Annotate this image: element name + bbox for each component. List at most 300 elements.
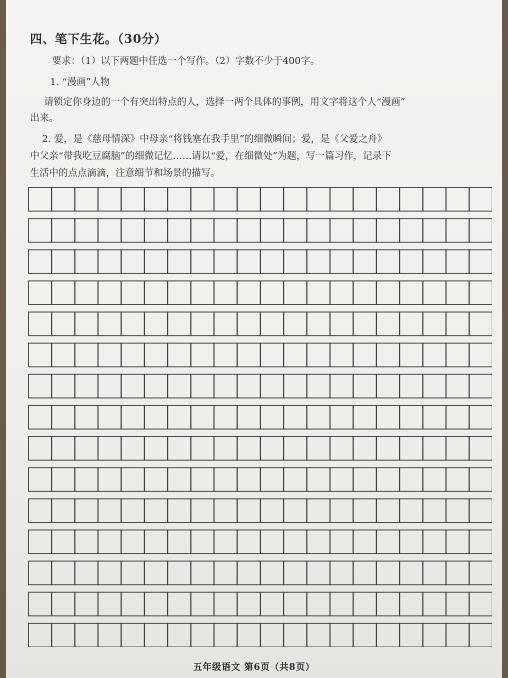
grid-cell[interactable]: [400, 374, 423, 398]
grid-cell[interactable]: [400, 499, 423, 523]
grid-cell[interactable]: [145, 312, 168, 336]
grid-cell[interactable]: [423, 374, 446, 398]
grid-cell[interactable]: [446, 219, 469, 243]
grid-cell[interactable]: [330, 437, 353, 461]
grid-cell[interactable]: [400, 250, 423, 274]
grid-cell[interactable]: [98, 281, 121, 305]
grid-cell[interactable]: [307, 374, 330, 398]
grid-cell[interactable]: [145, 499, 168, 523]
grid-cell[interactable]: [214, 219, 237, 243]
grid-cell[interactable]: [284, 405, 307, 429]
grid-cell[interactable]: [75, 312, 98, 336]
grid-cell[interactable]: [423, 312, 446, 336]
grid-cell[interactable]: [261, 374, 284, 398]
grid-cell[interactable]: [353, 468, 376, 492]
grid-cell[interactable]: [237, 561, 260, 585]
grid-cell[interactable]: [237, 250, 260, 274]
grid-cell[interactable]: [237, 281, 260, 305]
grid-cell[interactable]: [469, 281, 492, 305]
grid-cell[interactable]: [121, 561, 144, 585]
grid-cell[interactable]: [423, 468, 446, 492]
grid-cell[interactable]: [121, 499, 144, 523]
grid-cell[interactable]: [284, 343, 307, 367]
grid-cell[interactable]: [400, 530, 423, 554]
grid-cell[interactable]: [191, 530, 214, 554]
grid-cell[interactable]: [261, 219, 284, 243]
grid-cell[interactable]: [330, 312, 353, 336]
grid-cell[interactable]: [29, 188, 52, 212]
grid-cell[interactable]: [446, 250, 469, 274]
grid-cell[interactable]: [168, 219, 191, 243]
grid-cell[interactable]: [191, 188, 214, 212]
grid-cell[interactable]: [330, 405, 353, 429]
grid-cell[interactable]: [52, 374, 75, 398]
grid-cell[interactable]: [121, 468, 144, 492]
grid-cell[interactable]: [52, 623, 75, 647]
writing-grid[interactable]: [28, 187, 492, 647]
grid-cell[interactable]: [29, 343, 52, 367]
grid-cell[interactable]: [168, 623, 191, 647]
grid-cell[interactable]: [52, 437, 75, 461]
grid-cell[interactable]: [446, 530, 469, 554]
grid-cell[interactable]: [307, 468, 330, 492]
grid-cell[interactable]: [75, 374, 98, 398]
grid-cell[interactable]: [307, 437, 330, 461]
grid-cell[interactable]: [121, 188, 144, 212]
grid-cell[interactable]: [377, 437, 400, 461]
grid-cell[interactable]: [353, 530, 376, 554]
grid-cell[interactable]: [168, 592, 191, 616]
grid-cell[interactable]: [446, 561, 469, 585]
grid-cell[interactable]: [168, 250, 191, 274]
grid-cell[interactable]: [237, 499, 260, 523]
grid-cell[interactable]: [52, 499, 75, 523]
grid-cell[interactable]: [98, 343, 121, 367]
grid-cell[interactable]: [446, 405, 469, 429]
grid-cell[interactable]: [52, 312, 75, 336]
grid-cell[interactable]: [284, 499, 307, 523]
grid-cell[interactable]: [52, 561, 75, 585]
grid-cell[interactable]: [214, 343, 237, 367]
grid-cell[interactable]: [191, 468, 214, 492]
grid-cell[interactable]: [145, 281, 168, 305]
grid-cell[interactable]: [145, 188, 168, 212]
grid-cell[interactable]: [469, 623, 492, 647]
grid-cell[interactable]: [52, 188, 75, 212]
grid-cell[interactable]: [121, 530, 144, 554]
grid-cell[interactable]: [52, 281, 75, 305]
grid-cell[interactable]: [284, 250, 307, 274]
grid-cell[interactable]: [237, 312, 260, 336]
grid-cell[interactable]: [423, 281, 446, 305]
grid-cell[interactable]: [284, 561, 307, 585]
grid-cell[interactable]: [52, 343, 75, 367]
grid-cell[interactable]: [353, 437, 376, 461]
grid-cell[interactable]: [330, 281, 353, 305]
grid-cell[interactable]: [98, 623, 121, 647]
grid-cell[interactable]: [168, 530, 191, 554]
grid-cell[interactable]: [191, 499, 214, 523]
grid-cell[interactable]: [423, 592, 446, 616]
grid-cell[interactable]: [145, 623, 168, 647]
grid-cell[interactable]: [469, 437, 492, 461]
grid-cell[interactable]: [168, 281, 191, 305]
grid-cell[interactable]: [284, 312, 307, 336]
grid-cell[interactable]: [98, 530, 121, 554]
grid-cell[interactable]: [98, 312, 121, 336]
grid-cell[interactable]: [214, 250, 237, 274]
grid-cell[interactable]: [377, 188, 400, 212]
grid-cell[interactable]: [168, 499, 191, 523]
grid-cell[interactable]: [121, 437, 144, 461]
grid-cell[interactable]: [29, 561, 52, 585]
grid-cell[interactable]: [423, 623, 446, 647]
grid-cell[interactable]: [261, 592, 284, 616]
grid-cell[interactable]: [377, 312, 400, 336]
grid-cell[interactable]: [446, 374, 469, 398]
grid-cell[interactable]: [377, 219, 400, 243]
grid-cell[interactable]: [469, 530, 492, 554]
grid-cell[interactable]: [191, 592, 214, 616]
grid-cell[interactable]: [353, 499, 376, 523]
grid-cell[interactable]: [307, 250, 330, 274]
grid-cell[interactable]: [377, 561, 400, 585]
grid-cell[interactable]: [353, 374, 376, 398]
grid-cell[interactable]: [261, 499, 284, 523]
grid-cell[interactable]: [307, 530, 330, 554]
grid-cell[interactable]: [400, 405, 423, 429]
grid-cell[interactable]: [469, 343, 492, 367]
grid-cell[interactable]: [423, 250, 446, 274]
grid-cell[interactable]: [377, 623, 400, 647]
grid-cell[interactable]: [75, 592, 98, 616]
grid-cell[interactable]: [284, 437, 307, 461]
grid-cell[interactable]: [98, 188, 121, 212]
grid-cell[interactable]: [261, 437, 284, 461]
grid-cell[interactable]: [284, 530, 307, 554]
grid-cell[interactable]: [330, 468, 353, 492]
grid-cell[interactable]: [29, 530, 52, 554]
grid-cell[interactable]: [191, 250, 214, 274]
grid-cell[interactable]: [284, 281, 307, 305]
grid-cell[interactable]: [400, 219, 423, 243]
grid-cell[interactable]: [121, 250, 144, 274]
grid-cell[interactable]: [446, 468, 469, 492]
grid-cell[interactable]: [214, 499, 237, 523]
grid-cell[interactable]: [469, 468, 492, 492]
grid-cell[interactable]: [29, 499, 52, 523]
grid-cell[interactable]: [353, 405, 376, 429]
grid-cell[interactable]: [29, 374, 52, 398]
grid-cell[interactable]: [330, 499, 353, 523]
grid-cell[interactable]: [446, 499, 469, 523]
grid-cell[interactable]: [237, 405, 260, 429]
grid-cell[interactable]: [330, 592, 353, 616]
grid-cell[interactable]: [353, 219, 376, 243]
grid-cell[interactable]: [330, 343, 353, 367]
grid-cell[interactable]: [191, 437, 214, 461]
grid-cell[interactable]: [29, 468, 52, 492]
grid-cell[interactable]: [377, 343, 400, 367]
grid-cell[interactable]: [284, 468, 307, 492]
grid-cell[interactable]: [29, 281, 52, 305]
grid-cell[interactable]: [145, 374, 168, 398]
grid-cell[interactable]: [98, 250, 121, 274]
grid-cell[interactable]: [75, 437, 98, 461]
grid-cell[interactable]: [423, 343, 446, 367]
grid-cell[interactable]: [75, 405, 98, 429]
grid-cell[interactable]: [469, 374, 492, 398]
grid-cell[interactable]: [353, 281, 376, 305]
grid-cell[interactable]: [353, 188, 376, 212]
grid-cell[interactable]: [237, 468, 260, 492]
grid-cell[interactable]: [168, 405, 191, 429]
grid-cell[interactable]: [52, 219, 75, 243]
grid-cell[interactable]: [400, 188, 423, 212]
grid-cell[interactable]: [168, 561, 191, 585]
grid-cell[interactable]: [307, 343, 330, 367]
grid-cell[interactable]: [423, 530, 446, 554]
grid-cell[interactable]: [377, 499, 400, 523]
grid-cell[interactable]: [261, 405, 284, 429]
grid-cell[interactable]: [446, 312, 469, 336]
grid-cell[interactable]: [353, 312, 376, 336]
grid-cell[interactable]: [423, 188, 446, 212]
grid-cell[interactable]: [98, 561, 121, 585]
grid-cell[interactable]: [330, 374, 353, 398]
grid-cell[interactable]: [168, 437, 191, 461]
grid-cell[interactable]: [168, 343, 191, 367]
grid-cell[interactable]: [145, 468, 168, 492]
grid-cell[interactable]: [98, 219, 121, 243]
grid-cell[interactable]: [145, 530, 168, 554]
grid-cell[interactable]: [330, 250, 353, 274]
grid-cell[interactable]: [214, 405, 237, 429]
grid-cell[interactable]: [214, 530, 237, 554]
grid-cell[interactable]: [121, 312, 144, 336]
grid-cell[interactable]: [29, 623, 52, 647]
grid-cell[interactable]: [469, 219, 492, 243]
grid-cell[interactable]: [446, 623, 469, 647]
grid-cell[interactable]: [98, 374, 121, 398]
grid-cell[interactable]: [469, 312, 492, 336]
grid-cell[interactable]: [284, 592, 307, 616]
grid-cell[interactable]: [191, 623, 214, 647]
grid-cell[interactable]: [145, 561, 168, 585]
grid-cell[interactable]: [145, 343, 168, 367]
grid-cell[interactable]: [121, 374, 144, 398]
grid-cell[interactable]: [423, 437, 446, 461]
grid-cell[interactable]: [237, 374, 260, 398]
grid-cell[interactable]: [423, 405, 446, 429]
grid-cell[interactable]: [307, 405, 330, 429]
grid-cell[interactable]: [214, 468, 237, 492]
grid-cell[interactable]: [191, 312, 214, 336]
grid-cell[interactable]: [261, 530, 284, 554]
grid-cell[interactable]: [29, 592, 52, 616]
grid-cell[interactable]: [377, 592, 400, 616]
grid-cell[interactable]: [191, 374, 214, 398]
grid-cell[interactable]: [121, 343, 144, 367]
grid-cell[interactable]: [214, 374, 237, 398]
grid-cell[interactable]: [52, 592, 75, 616]
grid-cell[interactable]: [307, 592, 330, 616]
grid-cell[interactable]: [446, 592, 469, 616]
grid-cell[interactable]: [261, 561, 284, 585]
grid-cell[interactable]: [75, 281, 98, 305]
grid-cell[interactable]: [191, 343, 214, 367]
grid-cell[interactable]: [237, 188, 260, 212]
grid-cell[interactable]: [307, 281, 330, 305]
grid-cell[interactable]: [145, 405, 168, 429]
grid-cell[interactable]: [168, 312, 191, 336]
grid-cell[interactable]: [29, 437, 52, 461]
grid-cell[interactable]: [307, 219, 330, 243]
grid-cell[interactable]: [145, 437, 168, 461]
grid-cell[interactable]: [377, 250, 400, 274]
grid-cell[interactable]: [237, 219, 260, 243]
grid-cell[interactable]: [145, 592, 168, 616]
grid-cell[interactable]: [469, 250, 492, 274]
grid-cell[interactable]: [52, 530, 75, 554]
grid-cell[interactable]: [168, 468, 191, 492]
grid-cell[interactable]: [377, 405, 400, 429]
grid-cell[interactable]: [75, 219, 98, 243]
grid-cell[interactable]: [29, 312, 52, 336]
grid-cell[interactable]: [52, 468, 75, 492]
grid-cell[interactable]: [307, 561, 330, 585]
grid-cell[interactable]: [29, 405, 52, 429]
grid-cell[interactable]: [377, 468, 400, 492]
grid-cell[interactable]: [307, 623, 330, 647]
grid-cell[interactable]: [214, 437, 237, 461]
grid-cell[interactable]: [261, 281, 284, 305]
grid-cell[interactable]: [121, 405, 144, 429]
grid-cell[interactable]: [469, 561, 492, 585]
grid-cell[interactable]: [191, 219, 214, 243]
grid-cell[interactable]: [261, 468, 284, 492]
grid-cell[interactable]: [284, 219, 307, 243]
grid-cell[interactable]: [330, 219, 353, 243]
grid-cell[interactable]: [214, 592, 237, 616]
grid-cell[interactable]: [284, 188, 307, 212]
grid-cell[interactable]: [98, 468, 121, 492]
grid-cell[interactable]: [353, 592, 376, 616]
grid-cell[interactable]: [261, 250, 284, 274]
grid-cell[interactable]: [237, 437, 260, 461]
grid-cell[interactable]: [145, 250, 168, 274]
grid-cell[interactable]: [237, 343, 260, 367]
grid-cell[interactable]: [75, 561, 98, 585]
grid-cell[interactable]: [237, 592, 260, 616]
grid-cell[interactable]: [284, 623, 307, 647]
grid-cell[interactable]: [400, 468, 423, 492]
grid-cell[interactable]: [214, 188, 237, 212]
grid-cell[interactable]: [400, 312, 423, 336]
grid-cell[interactable]: [469, 499, 492, 523]
grid-cell[interactable]: [214, 281, 237, 305]
grid-cell[interactable]: [423, 499, 446, 523]
grid-cell[interactable]: [307, 499, 330, 523]
grid-cell[interactable]: [191, 561, 214, 585]
grid-cell[interactable]: [423, 561, 446, 585]
grid-cell[interactable]: [423, 219, 446, 243]
grid-cell[interactable]: [75, 468, 98, 492]
grid-cell[interactable]: [261, 312, 284, 336]
grid-cell[interactable]: [214, 312, 237, 336]
grid-cell[interactable]: [353, 623, 376, 647]
grid-cell[interactable]: [307, 312, 330, 336]
grid-cell[interactable]: [261, 343, 284, 367]
grid-cell[interactable]: [330, 561, 353, 585]
grid-cell[interactable]: [261, 623, 284, 647]
grid-cell[interactable]: [191, 281, 214, 305]
grid-cell[interactable]: [121, 281, 144, 305]
grid-cell[interactable]: [400, 281, 423, 305]
grid-cell[interactable]: [237, 530, 260, 554]
grid-cell[interactable]: [400, 561, 423, 585]
grid-cell[interactable]: [377, 374, 400, 398]
grid-cell[interactable]: [98, 405, 121, 429]
grid-cell[interactable]: [191, 405, 214, 429]
grid-cell[interactable]: [330, 188, 353, 212]
grid-cell[interactable]: [214, 623, 237, 647]
grid-cell[interactable]: [400, 592, 423, 616]
grid-cell[interactable]: [75, 530, 98, 554]
grid-cell[interactable]: [446, 281, 469, 305]
grid-cell[interactable]: [377, 281, 400, 305]
grid-cell[interactable]: [121, 623, 144, 647]
grid-cell[interactable]: [353, 561, 376, 585]
grid-cell[interactable]: [52, 405, 75, 429]
grid-cell[interactable]: [75, 188, 98, 212]
grid-cell[interactable]: [29, 219, 52, 243]
grid-cell[interactable]: [121, 219, 144, 243]
grid-cell[interactable]: [469, 405, 492, 429]
grid-cell[interactable]: [307, 188, 330, 212]
grid-cell[interactable]: [330, 530, 353, 554]
grid-cell[interactable]: [214, 561, 237, 585]
grid-cell[interactable]: [469, 592, 492, 616]
grid-cell[interactable]: [98, 437, 121, 461]
grid-cell[interactable]: [377, 530, 400, 554]
grid-cell[interactable]: [469, 188, 492, 212]
grid-cell[interactable]: [353, 343, 376, 367]
grid-cell[interactable]: [168, 188, 191, 212]
grid-cell[interactable]: [75, 623, 98, 647]
grid-cell[interactable]: [330, 623, 353, 647]
grid-cell[interactable]: [145, 219, 168, 243]
grid-cell[interactable]: [261, 188, 284, 212]
grid-cell[interactable]: [75, 250, 98, 274]
grid-cell[interactable]: [237, 623, 260, 647]
grid-cell[interactable]: [121, 592, 144, 616]
grid-cell[interactable]: [29, 250, 52, 274]
grid-cell[interactable]: [168, 374, 191, 398]
grid-cell[interactable]: [446, 437, 469, 461]
grid-cell[interactable]: [446, 343, 469, 367]
grid-cell[interactable]: [98, 592, 121, 616]
grid-cell[interactable]: [353, 250, 376, 274]
grid-cell[interactable]: [446, 188, 469, 212]
grid-cell[interactable]: [400, 437, 423, 461]
grid-cell[interactable]: [75, 343, 98, 367]
grid-cell[interactable]: [400, 343, 423, 367]
grid-cell[interactable]: [52, 250, 75, 274]
grid-cell[interactable]: [98, 499, 121, 523]
grid-cell[interactable]: [75, 499, 98, 523]
grid-cell[interactable]: [284, 374, 307, 398]
